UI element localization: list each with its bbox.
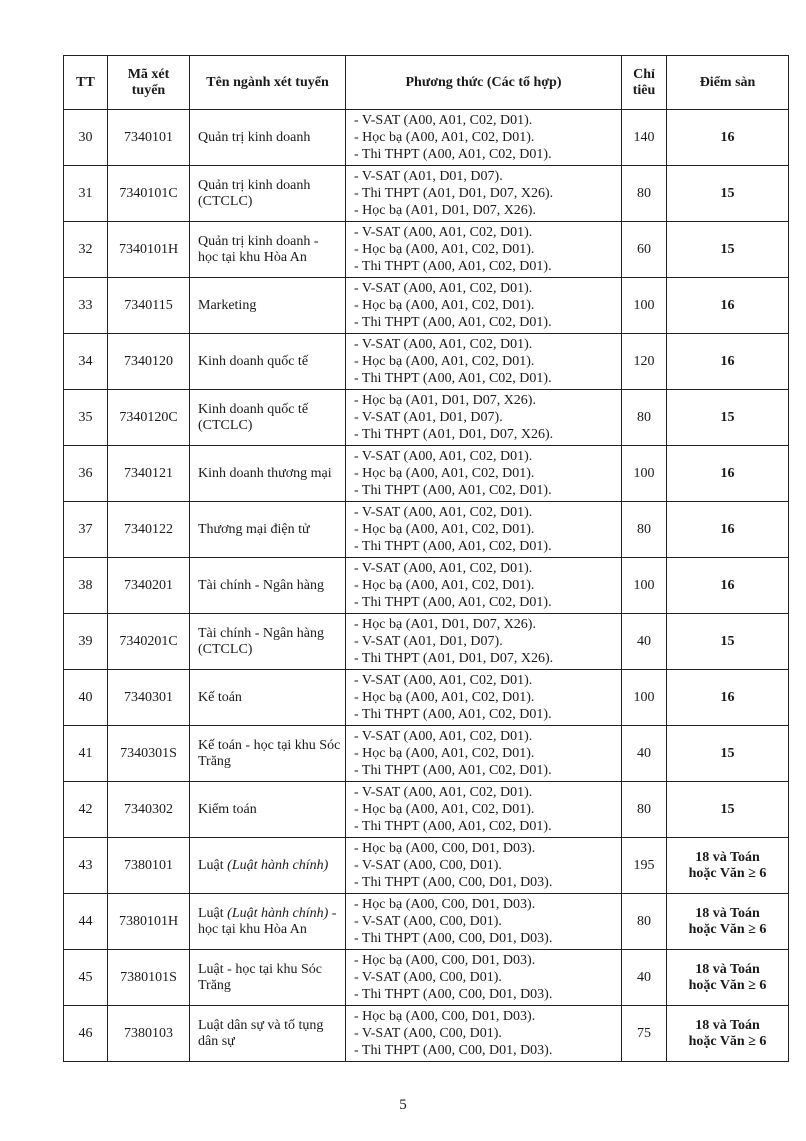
row-code: 7340301S	[108, 726, 190, 782]
method-line: - Thi THPT (A00, A01, C02, D01).	[354, 819, 552, 834]
row-tt: 43	[64, 838, 108, 894]
table-row	[64, 334, 789, 390]
row-code: 7340120C	[108, 390, 190, 446]
row-score	[667, 502, 789, 558]
row-name	[190, 838, 346, 894]
row-methods	[346, 894, 622, 950]
row-tt: 41	[64, 726, 108, 782]
row-tt: 32	[64, 222, 108, 278]
row-name-suffix: - học tại khu Hòa An	[198, 905, 337, 937]
row-code: 7340101H	[108, 222, 190, 278]
method-line: - Học bạ (A00, A01, C02, D01).	[354, 466, 535, 481]
row-name	[190, 166, 346, 222]
row-name-text: Tài chính - Ngân hàng (CTCLC)	[198, 625, 324, 657]
method-line: - Học bạ (A00, A01, C02, D01).	[354, 802, 535, 817]
method-line: - Thi THPT (A00, C00, D01, D03).	[354, 875, 553, 890]
row-name-text: Kế toán	[198, 689, 242, 705]
row-tt: 31	[64, 166, 108, 222]
row-score	[667, 334, 789, 390]
row-score	[667, 558, 789, 614]
row-tt: 37	[64, 502, 108, 558]
score-value: 15	[720, 633, 735, 649]
row-code: 7340201	[108, 558, 190, 614]
admissions-table	[63, 55, 789, 1062]
method-line: - Học bạ (A00, C00, D01, D03).	[354, 1009, 536, 1024]
row-methods	[346, 222, 622, 278]
row-quota: 40	[622, 614, 667, 670]
row-name	[190, 782, 346, 838]
score-value: 15	[720, 185, 735, 201]
row-code: 7340122	[108, 502, 190, 558]
score-value: 16	[720, 353, 735, 369]
method-line: - Thi THPT (A00, A01, C02, D01).	[354, 371, 552, 386]
table-row	[64, 670, 789, 726]
method-line: - V-SAT (A00, A01, C02, D01).	[354, 785, 533, 800]
method-line: - V-SAT (A00, A01, C02, D01).	[354, 729, 533, 744]
method-line: - Học bạ (A00, C00, D01, D03).	[354, 841, 536, 856]
row-code: 7380103	[108, 1006, 190, 1062]
row-quota: 100	[622, 670, 667, 726]
row-score	[667, 222, 789, 278]
score-value: 16	[720, 297, 735, 313]
row-quota: 195	[622, 838, 667, 894]
row-code: 7340120	[108, 334, 190, 390]
score-value: 15	[720, 241, 735, 257]
row-name-text: Luật	[198, 905, 228, 921]
score-condition: hoặc Văn ≥ 6	[688, 977, 767, 993]
header-code: Mã xét tuyển	[108, 56, 190, 110]
row-methods	[346, 1006, 622, 1062]
method-line: - V-SAT (A00, A01, C02, D01).	[354, 673, 533, 688]
row-quota: 80	[622, 894, 667, 950]
row-name-italic: (Luật hành chính)	[227, 905, 329, 921]
score-value: 16	[720, 465, 735, 481]
row-tt: 38	[64, 558, 108, 614]
row-code: 7380101S	[108, 950, 190, 1006]
method-line: - Thi THPT (A00, A01, C02, D01).	[354, 147, 552, 162]
row-tt: 40	[64, 670, 108, 726]
method-line: - V-SAT (A00, C00, D01).	[354, 970, 502, 985]
row-tt: 34	[64, 334, 108, 390]
header-tt: TT	[64, 56, 108, 110]
row-methods	[346, 334, 622, 390]
table-row	[64, 390, 789, 446]
row-score	[667, 950, 789, 1006]
row-methods	[346, 278, 622, 334]
row-score	[667, 446, 789, 502]
method-line: - Thi THPT (A00, C00, D01, D03).	[354, 987, 553, 1002]
row-score	[667, 110, 789, 166]
method-line: - Thi THPT (A00, A01, C02, D01).	[354, 259, 552, 274]
row-name	[190, 670, 346, 726]
method-line: - Thi THPT (A00, C00, D01, D03).	[354, 1043, 553, 1058]
row-score	[667, 782, 789, 838]
method-line: - V-SAT (A00, A01, C02, D01).	[354, 561, 533, 576]
method-line: - Học bạ (A00, C00, D01, D03).	[354, 897, 536, 912]
method-line: - Học bạ (A00, A01, C02, D01).	[354, 522, 535, 537]
row-name	[190, 278, 346, 334]
score-value: 18 và Toán	[695, 905, 760, 921]
score-condition: hoặc Văn ≥ 6	[688, 921, 767, 937]
row-score	[667, 614, 789, 670]
row-tt: 44	[64, 894, 108, 950]
row-score	[667, 838, 789, 894]
row-methods	[346, 726, 622, 782]
row-name-text: Quản trị kinh doanh	[198, 129, 311, 145]
method-line: - Học bạ (A00, A01, C02, D01).	[354, 242, 535, 257]
row-methods	[346, 390, 622, 446]
table-row	[64, 222, 789, 278]
score-value: 16	[720, 577, 735, 593]
row-score	[667, 894, 789, 950]
row-name-text: Quản trị kinh doanh - học tại khu Hòa An	[198, 233, 319, 265]
method-line: - Thi THPT (A01, D01, D07, X26).	[354, 186, 554, 201]
table-row	[64, 502, 789, 558]
row-code: 7340101C	[108, 166, 190, 222]
row-code: 7340301	[108, 670, 190, 726]
method-line: - V-SAT (A00, A01, C02, D01).	[354, 113, 533, 128]
row-name-text: Kinh doanh thương mại	[198, 465, 332, 481]
method-line: - V-SAT (A00, A01, C02, D01).	[354, 337, 533, 352]
page-number: 5	[399, 1097, 407, 1113]
score-value: 15	[720, 745, 735, 761]
row-name	[190, 1006, 346, 1062]
table-row	[64, 166, 789, 222]
method-line: - V-SAT (A00, A01, C02, D01).	[354, 449, 533, 464]
row-name-text: Quản trị kinh doanh (CTCLC)	[198, 177, 311, 209]
row-score	[667, 278, 789, 334]
row-name	[190, 110, 346, 166]
method-line: - Học bạ (A01, D01, D07, X26).	[354, 393, 536, 408]
header-quota: Chỉ tiêu	[622, 56, 667, 110]
method-line: - Thi THPT (A01, D01, D07, X26).	[354, 427, 554, 442]
score-value: 15	[720, 801, 735, 817]
row-methods	[346, 838, 622, 894]
row-tt: 30	[64, 110, 108, 166]
row-name	[190, 334, 346, 390]
row-score	[667, 670, 789, 726]
method-line: - Học bạ (A00, A01, C02, D01).	[354, 298, 535, 313]
row-name	[190, 222, 346, 278]
header-score: Điểm sàn	[667, 56, 789, 110]
method-line: - V-SAT (A00, C00, D01).	[354, 914, 502, 929]
row-name	[190, 950, 346, 1006]
table-row	[64, 782, 789, 838]
method-line: - Thi THPT (A00, A01, C02, D01).	[354, 707, 552, 722]
row-methods	[346, 446, 622, 502]
row-tt: 42	[64, 782, 108, 838]
row-name	[190, 726, 346, 782]
row-quota: 80	[622, 502, 667, 558]
score-condition: hoặc Văn ≥ 6	[688, 865, 767, 881]
method-line: - V-SAT (A00, A01, C02, D01).	[354, 281, 533, 296]
row-name-text: Kinh doanh quốc tế	[198, 353, 309, 369]
row-methods	[346, 166, 622, 222]
row-tt: 45	[64, 950, 108, 1006]
row-quota: 100	[622, 558, 667, 614]
row-name-text: Luật	[198, 857, 228, 873]
row-tt: 35	[64, 390, 108, 446]
row-name-text: Kinh doanh quốc tế (CTCLC)	[198, 401, 309, 433]
row-name-italic: (Luật hành chính)	[227, 857, 329, 873]
method-line: - Học bạ (A00, A01, C02, D01).	[354, 354, 535, 369]
method-line: - Học bạ (A00, A01, C02, D01).	[354, 130, 535, 145]
row-name	[190, 390, 346, 446]
table-row	[64, 894, 789, 950]
method-line: - Học bạ (A00, A01, C02, D01).	[354, 746, 535, 761]
row-code: 7380101	[108, 838, 190, 894]
row-quota: 75	[622, 1006, 667, 1062]
method-line: - Thi THPT (A01, D01, D07, X26).	[354, 651, 554, 666]
table-row	[64, 1006, 789, 1062]
row-name	[190, 614, 346, 670]
method-line: - V-SAT (A01, D01, D07).	[354, 410, 503, 425]
method-line: - V-SAT (A00, A01, C02, D01).	[354, 225, 533, 240]
row-name	[190, 894, 346, 950]
row-quota: 120	[622, 334, 667, 390]
method-line: - Thi THPT (A00, A01, C02, D01).	[354, 763, 552, 778]
method-line: - V-SAT (A00, C00, D01).	[354, 858, 502, 873]
score-value: 16	[720, 521, 735, 537]
table-header-row	[64, 56, 789, 110]
row-quota: 100	[622, 278, 667, 334]
row-quota: 80	[622, 390, 667, 446]
row-tt: 39	[64, 614, 108, 670]
row-methods	[346, 950, 622, 1006]
row-code: 7340115	[108, 278, 190, 334]
row-name-text: Marketing	[198, 297, 257, 313]
method-line: - Thi THPT (A00, A01, C02, D01).	[354, 483, 552, 498]
method-line: - V-SAT (A01, D01, D07).	[354, 169, 503, 184]
table-row	[64, 558, 789, 614]
table-row	[64, 838, 789, 894]
row-code: 7340121	[108, 446, 190, 502]
row-quota: 60	[622, 222, 667, 278]
table-row	[64, 726, 789, 782]
table-body	[64, 110, 789, 1062]
row-code: 7380101H	[108, 894, 190, 950]
row-methods	[346, 110, 622, 166]
method-line: - Thi THPT (A00, A01, C02, D01).	[354, 315, 552, 330]
row-quota: 80	[622, 782, 667, 838]
method-line: - Thi THPT (A00, A01, C02, D01).	[354, 539, 552, 554]
table-row	[64, 950, 789, 1006]
score-value: 16	[720, 129, 735, 145]
row-score	[667, 390, 789, 446]
method-line: - V-SAT (A01, D01, D07).	[354, 634, 503, 649]
score-value: 18 và Toán	[695, 849, 760, 865]
method-line: - Thi THPT (A00, A01, C02, D01).	[354, 595, 552, 610]
row-methods	[346, 782, 622, 838]
table-row	[64, 110, 789, 166]
method-line: - V-SAT (A00, C00, D01).	[354, 1026, 502, 1041]
header-method: Phương thức (Các tổ hợp)	[346, 56, 622, 110]
table-row	[64, 446, 789, 502]
row-quota: 80	[622, 166, 667, 222]
method-line: - Học bạ (A01, D01, D07, X26).	[354, 617, 536, 632]
row-name-text: Thương mại điện tử	[198, 521, 310, 537]
score-value: 15	[720, 409, 735, 425]
row-code: 7340201C	[108, 614, 190, 670]
header-name: Tên ngành xét tuyển	[190, 56, 346, 110]
row-name-text: Kế toán - học tại khu Sóc Trăng	[198, 737, 341, 769]
row-name-text: Tài chính - Ngân hàng	[198, 577, 324, 593]
score-value: 18 và Toán	[695, 1017, 760, 1033]
row-name	[190, 502, 346, 558]
row-score	[667, 1006, 789, 1062]
row-name-text: Luật - học tại khu Sóc Trăng	[198, 961, 323, 993]
row-quota: 40	[622, 726, 667, 782]
row-name	[190, 558, 346, 614]
row-methods	[346, 558, 622, 614]
row-code: 7340302	[108, 782, 190, 838]
row-code: 7340101	[108, 110, 190, 166]
table-row	[64, 278, 789, 334]
method-line: - Học bạ (A00, A01, C02, D01).	[354, 578, 535, 593]
method-line: - Học bạ (A00, A01, C02, D01).	[354, 690, 535, 705]
row-tt: 33	[64, 278, 108, 334]
row-methods	[346, 614, 622, 670]
row-tt: 36	[64, 446, 108, 502]
row-quota: 100	[622, 446, 667, 502]
method-line: - Học bạ (A00, C00, D01, D03).	[354, 953, 536, 968]
row-quota: 40	[622, 950, 667, 1006]
row-methods	[346, 502, 622, 558]
row-name-text: Luật dân sự và tố tụng dân sự	[198, 1017, 324, 1049]
table-row	[64, 614, 789, 670]
method-line: - Học bạ (A01, D01, D07, X26).	[354, 203, 536, 218]
method-line: - Thi THPT (A00, C00, D01, D03).	[354, 931, 553, 946]
score-condition: hoặc Văn ≥ 6	[688, 1033, 767, 1049]
row-name-text: Kiểm toán	[198, 801, 257, 817]
row-score	[667, 166, 789, 222]
row-quota: 140	[622, 110, 667, 166]
score-value: 18 và Toán	[695, 961, 760, 977]
score-value: 16	[720, 689, 735, 705]
row-name	[190, 446, 346, 502]
row-score	[667, 726, 789, 782]
row-methods	[346, 670, 622, 726]
method-line: - V-SAT (A00, A01, C02, D01).	[354, 505, 533, 520]
row-tt: 46	[64, 1006, 108, 1062]
